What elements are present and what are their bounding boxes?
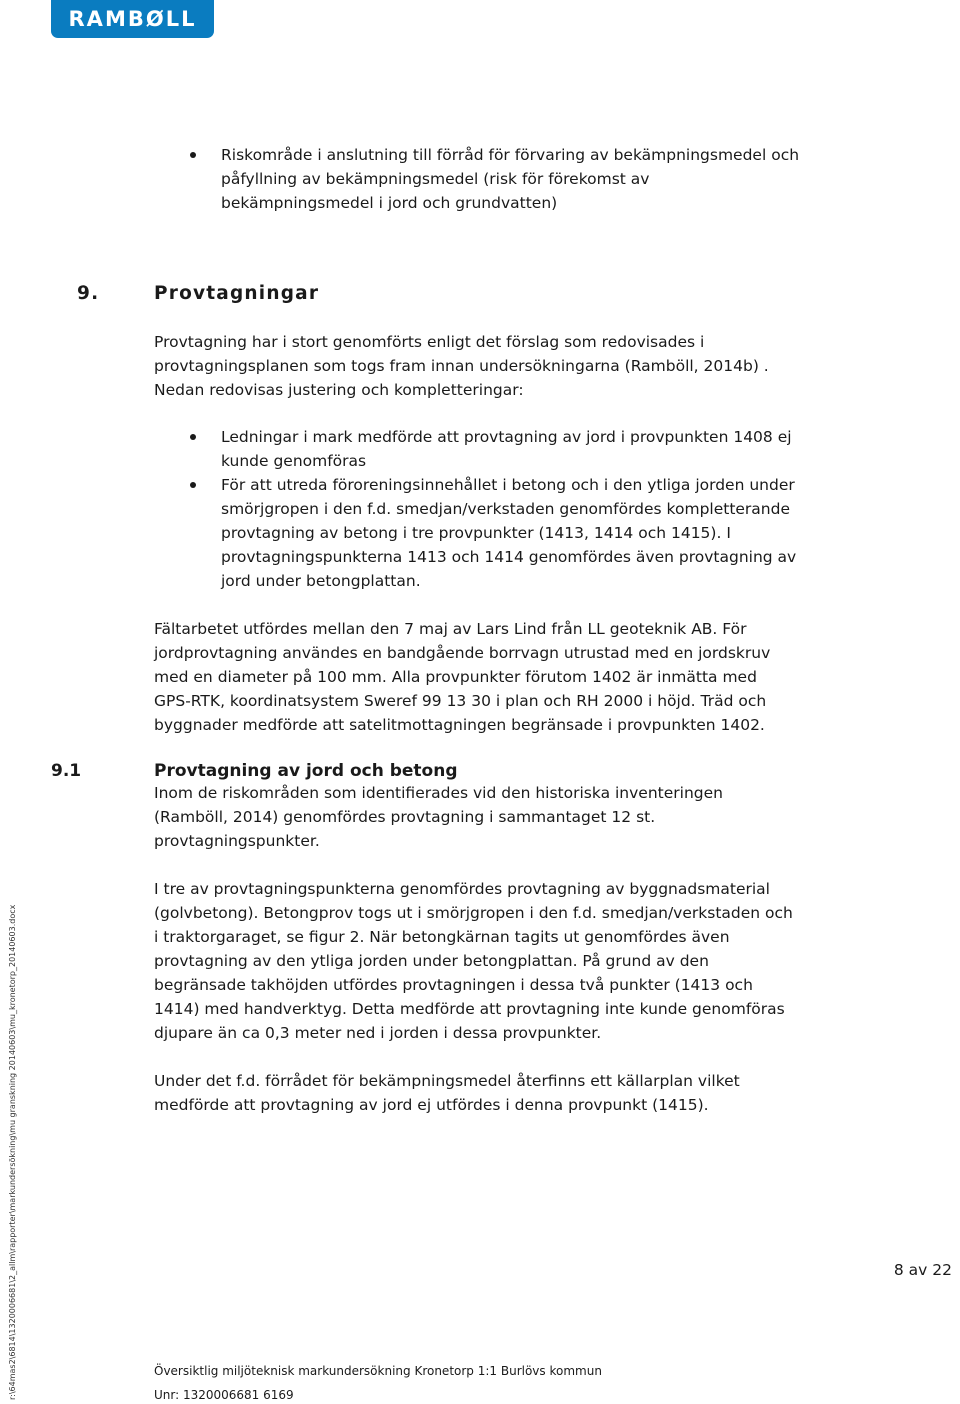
- bullet-icon: [190, 152, 196, 158]
- subsection-number: 9.1: [51, 761, 82, 781]
- bullet-line: kunde genomföras: [221, 452, 367, 470]
- paragraph-line: i traktorgaraget, se figur 2. När betongkärnan tagits ut genomfördes även: [154, 928, 730, 946]
- page-number: 8 av 22: [893, 1261, 952, 1279]
- footer-unr: Unr: 1320006681 6169: [154, 1388, 294, 1402]
- paragraph-line: provtagningspunkter.: [154, 832, 320, 850]
- paragraph-line: Fältarbetet utfördes mellan den 7 maj av Lars Lind från LL geoteknik AB. För: [154, 620, 747, 638]
- bullet-line: Riskområde i anslutning till förråd för förvaring av bekämpningsmedel och: [221, 146, 800, 164]
- paragraph-line: med en diameter på 100 mm. Alla provpunkter förutom 1402 är inmätta med: [154, 668, 757, 686]
- paragraph-line: Under det f.d. förrådet för bekämpningsmedel återfinns ett källarplan vilket: [154, 1072, 740, 1090]
- paragraph-line: byggnader medförde att satelitmottagningen begränsade i provpunkten 1402.: [154, 716, 765, 734]
- paragraph-line: begränsade takhöjden utfördes provtagningen i dessa två punkter (1413 och: [154, 976, 753, 994]
- file-path: r:\64mas2\6814\1320006681\2_allm\rapporter\markundersökning\mu granskning 20140603\mu_kronetorp_20140603.docx: [8, 904, 17, 1400]
- bullet-line: bekämpningsmedel i jord och grundvatten): [221, 194, 558, 212]
- bullet-line: provtagningspunkterna 1413 och 1414 genomfördes även provtagning av: [221, 548, 797, 566]
- paragraph-line: I tre av provtagningspunkterna genomfördes provtagning av byggnadsmaterial: [154, 880, 770, 898]
- paragraph-line: 1414) med handverktyg. Detta medförde att provtagning inte kunde genomföras: [154, 1000, 785, 1018]
- paragraph-line: medförde att provtagning av jord ej utfördes i denna provpunkt (1415).: [154, 1096, 709, 1114]
- bullet-line: smörjgropen i den f.d. smedjan/verkstaden genomfördes kompletterande: [221, 500, 791, 518]
- paragraph-line: GPS-RTK, koordinatsystem Sweref 99 13 30 i plan och RH 2000 i höjd. Träd och: [154, 692, 767, 710]
- paragraph-line: Nedan redovisas justering och kompletteringar:: [154, 381, 524, 399]
- paragraph-line: jordprovtagning användes en bandgående borrvagn utrustad med en jordskruv: [154, 644, 771, 662]
- section-title: Provtagningar: [154, 283, 320, 304]
- bullet-line: provtagning av betong i tre provpunkter (1413, 1414 och 1415). I: [221, 524, 731, 542]
- paragraph-line: provtagningsplanen som togs fram innan undersökningarna (Ramböll, 2014b) .: [154, 357, 769, 375]
- bullet-line: jord under betongplattan.: [221, 572, 421, 590]
- paragraph-line: (Ramböll, 2014) genomfördes provtagning i sammantaget 12 st.: [154, 808, 656, 826]
- subsection-title: Provtagning av jord och betong: [154, 761, 458, 781]
- bullet-line: För att utreda föroreningsinnehållet i betong och i den ytliga jorden under: [221, 476, 795, 494]
- paragraph-line: Provtagning har i stort genomförts enligt det förslag som redovisades i: [154, 333, 705, 351]
- section-number: 9.: [77, 283, 100, 304]
- paragraph-line: Inom de riskområden som identifierades vid den historiska inventeringen: [154, 784, 723, 802]
- bullet-line: Ledningar i mark medförde att provtagning av jord i provpunkten 1408 ej: [221, 428, 792, 446]
- bullet-icon: [190, 482, 196, 488]
- ramboll-logo: [51, 0, 214, 38]
- bullet-icon: [190, 434, 196, 440]
- footer-title: Översiktlig miljöteknisk markundersökning Kronetorp 1:1 Burlövs kommun: [154, 1364, 602, 1378]
- paragraph-line: (golvbetong). Betongprov togs ut i smörjgropen i den f.d. smedjan/verkstaden och: [154, 904, 793, 922]
- paragraph-line: djupare än ca 0,3 meter ned i jorden i dessa provpunkter.: [154, 1024, 602, 1042]
- logo-text: RAMBØLL: [68, 7, 197, 31]
- paragraph-line: provtagning av den ytliga jorden under betongplattan. På grund av den: [154, 952, 709, 970]
- bullet-line: påfyllning av bekämpningsmedel (risk för förekomst av: [221, 170, 650, 188]
